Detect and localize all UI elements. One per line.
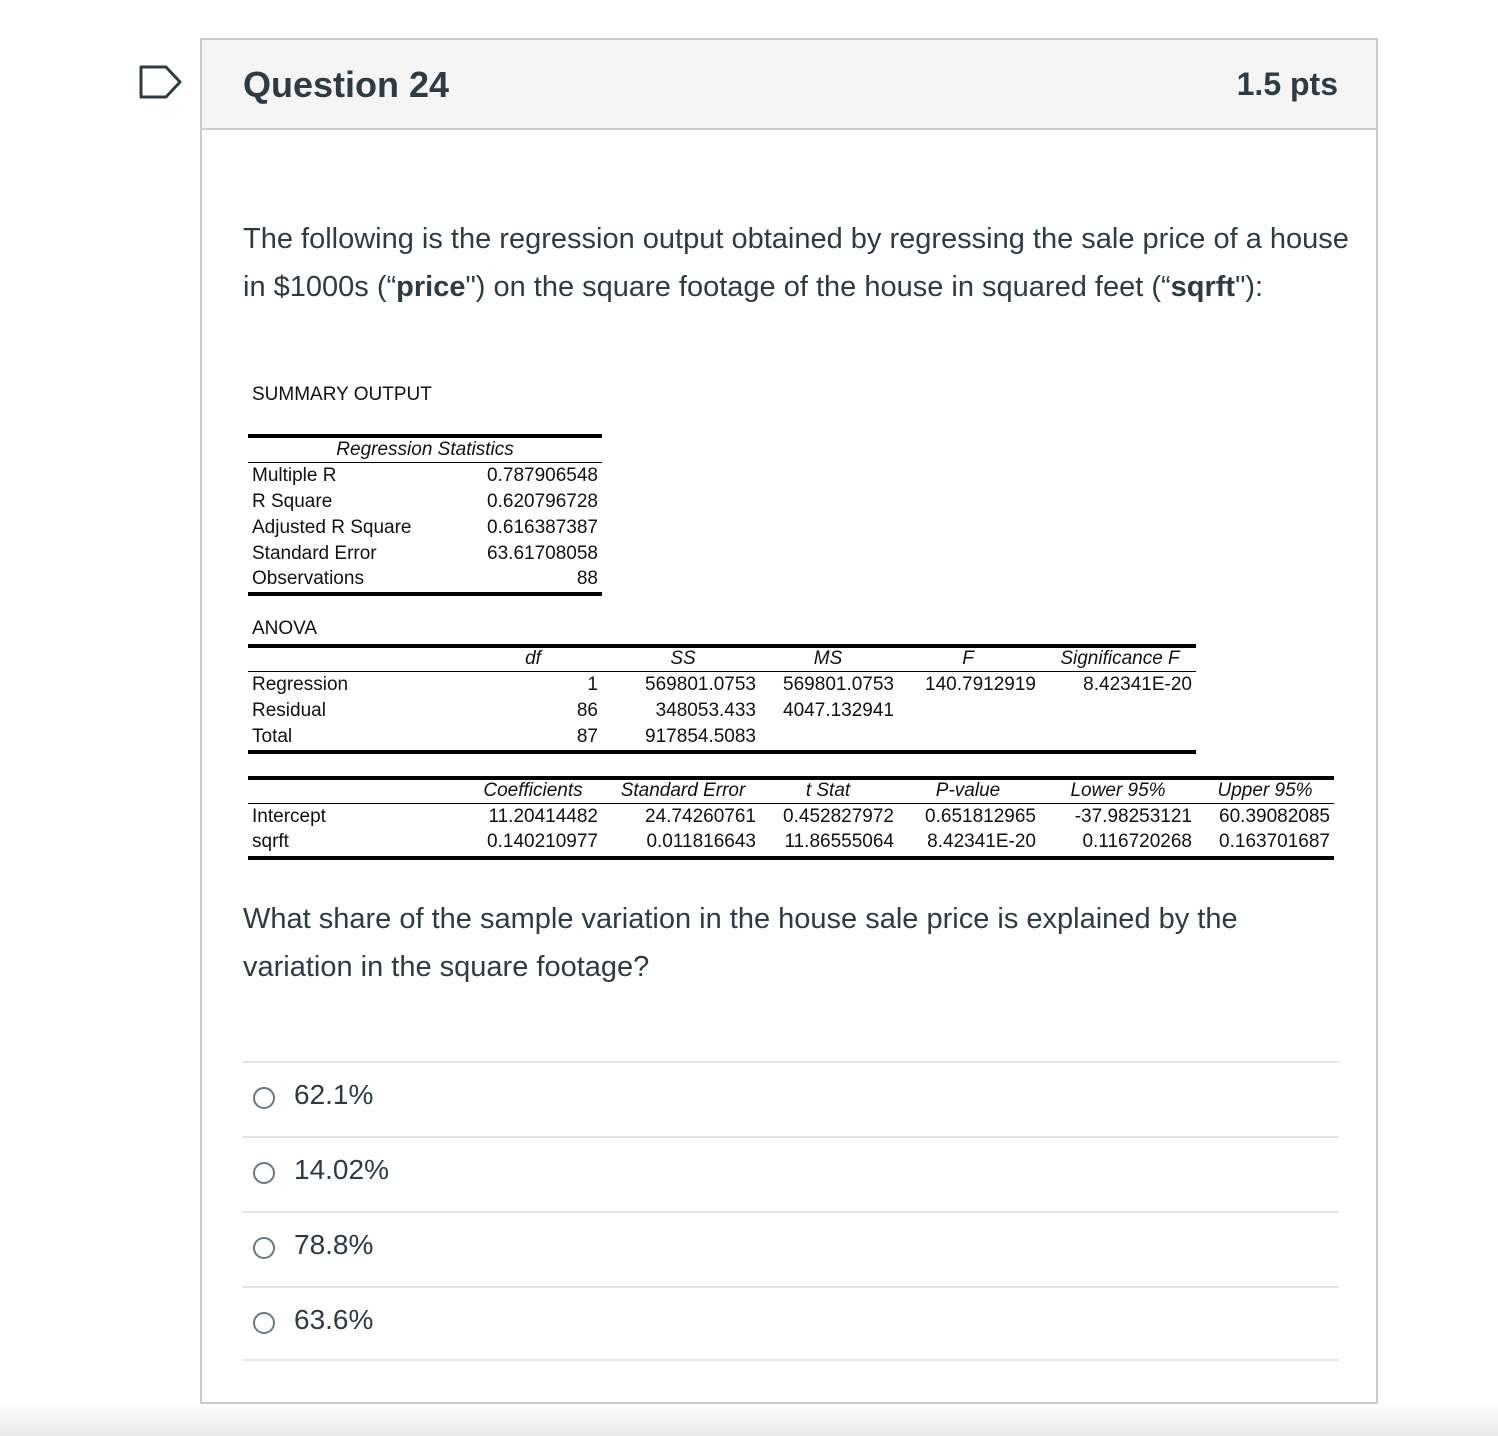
anova-header: SS [670, 648, 696, 669]
radio-button[interactable] [253, 1237, 275, 1259]
prompt-text: ") on the square footage of the house in squared feet (“ [465, 271, 1171, 303]
coef-header: Coefficients [483, 780, 583, 801]
answer-option[interactable] [242, 1061, 1339, 1136]
question-header [202, 40, 1376, 130]
coef-row-label: Intercept [252, 806, 326, 827]
stat-value: 0.620796728 [487, 491, 598, 512]
stat-value: 0.616387387 [487, 517, 598, 538]
coef-header: P-value [935, 780, 1001, 801]
radio-button[interactable] [253, 1312, 275, 1334]
prompt-text: "): [1235, 271, 1264, 303]
coef-upper: 0.163701687 [1219, 831, 1330, 852]
coef-pvalue: 0.651812965 [925, 806, 1036, 827]
answer-label[interactable]: 63.6% [294, 1304, 374, 1335]
question-prompt [243, 215, 1353, 311]
stat-label: R Square [252, 491, 333, 512]
coefficients-table [248, 776, 1334, 860]
answer-list [242, 1061, 1339, 1361]
coef-pvalue: 8.42341E-20 [927, 831, 1036, 852]
prompt-bold-sqrft: sqrft [1170, 271, 1236, 303]
answer-label[interactable]: 62.1% [294, 1079, 374, 1110]
anova-ss: 917854.5083 [645, 726, 756, 747]
anova-ms: 569801.0753 [783, 674, 894, 695]
question-points: 1.5 pts [1236, 66, 1338, 102]
coef-upper: 60.39082085 [1219, 806, 1330, 827]
stat-value: 88 [576, 568, 598, 589]
coef-header: Lower 95% [1070, 780, 1166, 801]
stat-label: Standard Error [252, 543, 377, 564]
coef-header: Standard Error [620, 780, 746, 801]
coef-value: 0.140210977 [487, 831, 598, 852]
prompt-text: The following is the regression output obtained by regressing the sale price of a house in $1000s (“ [243, 223, 1349, 303]
followup-question: What share of the sample variation in the house sale price is explained by the variation in the square footage? [243, 903, 1238, 983]
coef-header: t Stat [805, 780, 851, 801]
anova-ms: 4047.132941 [783, 700, 894, 721]
question-card [200, 38, 1378, 1404]
anova-ss: 569801.0753 [645, 674, 756, 695]
anova-df: 1 [587, 674, 598, 695]
regression-statistics-header: Regression Statistics [336, 439, 514, 460]
coef-row-label: sqrft [252, 831, 289, 852]
regression-statistics-table [248, 434, 602, 589]
anova-header: df [525, 648, 541, 669]
radio-button[interactable] [253, 1162, 275, 1184]
stat-label: Adjusted R Square [252, 517, 412, 538]
anova-row-label: Total [252, 726, 293, 747]
bottom-fade [0, 1402, 1498, 1436]
coef-se: 24.74260761 [645, 806, 756, 827]
coef-lower: 0.116720268 [1082, 831, 1192, 852]
anova-df: 86 [576, 700, 598, 721]
answer-label[interactable]: 14.02% [294, 1154, 389, 1185]
answer-option[interactable] [242, 1136, 1339, 1211]
radio-button[interactable] [253, 1087, 275, 1109]
anova-label: ANOVA [252, 618, 318, 639]
stat-value: 0.787906548 [487, 465, 598, 486]
summary-output-label: SUMMARY OUTPUT [252, 384, 432, 405]
anova-row-label: Residual [252, 700, 326, 721]
answer-label[interactable]: 78.8% [294, 1229, 374, 1260]
stat-value: 63.61708058 [487, 543, 598, 564]
coef-header: Upper 95% [1217, 780, 1313, 801]
prompt-bold-price: price [396, 271, 466, 303]
coef-se: 0.011816643 [646, 831, 756, 852]
stat-label: Multiple R [252, 465, 337, 486]
anova-header: F [962, 648, 974, 669]
coef-tstat: 0.452827972 [783, 806, 894, 827]
anova-header: Significance F [1060, 648, 1180, 669]
anova-header: MS [813, 648, 843, 669]
coef-value: 11.20414482 [488, 806, 598, 827]
anova-table [248, 644, 1196, 754]
coef-lower: -37.98253121 [1074, 806, 1192, 827]
anova-row-label: Regression [252, 674, 349, 695]
answer-option[interactable] [242, 1286, 1339, 1361]
anova-sig: 8.42341E-20 [1083, 674, 1192, 695]
flag-question-icon[interactable] [138, 64, 184, 100]
anova-df: 87 [576, 726, 598, 747]
stat-label: Observations [252, 568, 364, 589]
anova-ss: 348053.433 [655, 700, 756, 721]
question-title: Question 24 [243, 64, 450, 105]
anova-f: 140.7912919 [925, 674, 1036, 695]
coef-tstat: 11.86555064 [784, 831, 894, 852]
answer-option[interactable] [242, 1211, 1339, 1286]
